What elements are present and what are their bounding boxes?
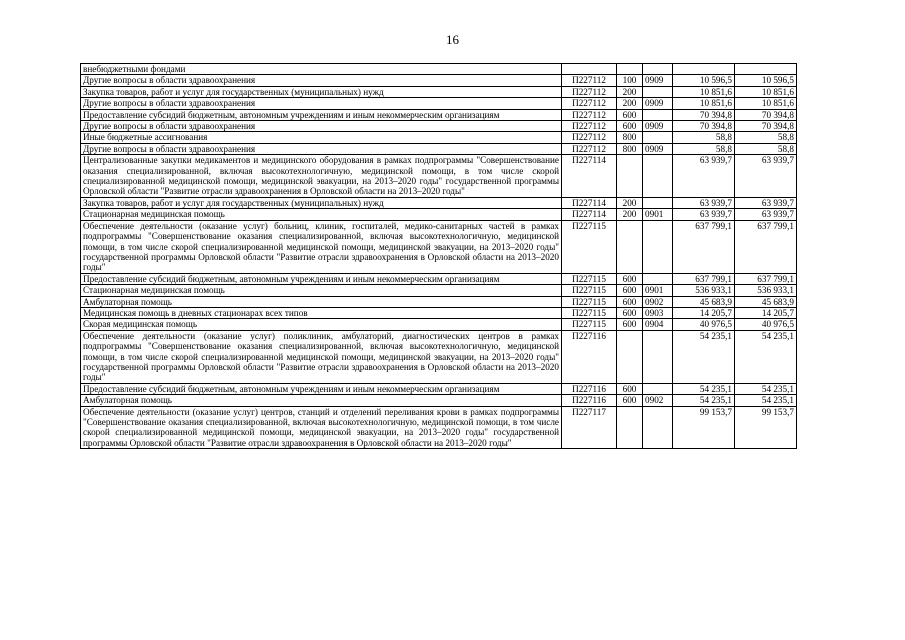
table-cell-code: П227116 xyxy=(562,330,617,383)
table-cell-sum-2: 54 235,1 xyxy=(735,395,797,406)
table-cell-name: Скорая медицинская помощь xyxy=(81,319,562,330)
table-cell-code: П227112 xyxy=(562,143,617,154)
table-cell-rzpr xyxy=(643,406,673,449)
table-cell-code: П227115 xyxy=(562,285,617,296)
table-row xyxy=(81,296,797,307)
table-cell-rzpr: 0902 xyxy=(643,395,673,406)
table-cell-sum-2: 58,8 xyxy=(735,132,797,143)
table-cell-sum-2: 63 939,7 xyxy=(735,155,797,198)
table-cell-code: П227112 xyxy=(562,75,617,86)
table-row xyxy=(81,330,797,383)
table-cell-vr: 600 xyxy=(617,319,643,330)
table-cell-name: Закупка товаров, работ и услуг для государственных (муниципальных) нужд xyxy=(81,86,562,97)
table-cell-sum-1: 70 394,8 xyxy=(673,109,735,120)
table-cell-code: П227116 xyxy=(562,395,617,406)
table-cell-sum-2: 54 235,1 xyxy=(735,330,797,383)
table-cell-code: П227115 xyxy=(562,319,617,330)
table-cell-rzpr: 0909 xyxy=(643,143,673,154)
table-row xyxy=(81,395,797,406)
table-cell-rzpr xyxy=(643,330,673,383)
table-cell-sum-1: 63 939,7 xyxy=(673,209,735,220)
table-cell-sum-2: 70 394,8 xyxy=(735,109,797,120)
table-cell-name: Обеспечение деятельности (оказание услуг) поликлиник, амбулаторий, диагностических центров в рамках подпрограммы "Совершенствование оказания специализированной, включая высокотехнологичную, медицинской помощи, в том числе скорой специализированной медицинской помощи, медицинской эвакуации, на 2013–2020 годы" государственной программы Орловской области "Развитие отрасли здравоохранения в Орловской области на 2013–2020 годы" xyxy=(81,330,562,383)
table-cell-code: П227115 xyxy=(562,273,617,284)
table-cell-rzpr xyxy=(643,273,673,284)
table-cell-name: Стационарная медицинская помощь xyxy=(81,285,562,296)
table-cell-vr: 800 xyxy=(617,132,643,143)
table-cell-sum-2: 536 933,1 xyxy=(735,285,797,296)
table-cell-sum-1: 63 939,7 xyxy=(673,197,735,208)
table-cell-sum-1: 70 394,8 xyxy=(673,121,735,132)
table-cell-vr: 600 xyxy=(617,109,643,120)
table-cell-vr xyxy=(617,220,643,273)
table-cell-vr: 200 xyxy=(617,98,643,109)
table-cell-name: Закупка товаров, работ и услуг для государственных (муниципальных) нужд xyxy=(81,197,562,208)
table-row xyxy=(81,209,797,220)
table-cell-sum-2: 637 799,1 xyxy=(735,220,797,273)
table-cell-sum-2: 58,8 xyxy=(735,143,797,154)
table-cell-rzpr xyxy=(643,132,673,143)
table-cell-sum-2: 14 205,7 xyxy=(735,307,797,318)
table-cell-sum-2: 70 394,8 xyxy=(735,121,797,132)
table-cell-sum-1: 10 851,6 xyxy=(673,86,735,97)
table-cell-code: П227112 xyxy=(562,86,617,97)
table-cell-code: П227115 xyxy=(562,296,617,307)
page-number: 16 xyxy=(446,32,459,47)
table-cell-rzpr: 0901 xyxy=(643,209,673,220)
table-row xyxy=(81,273,797,284)
table-cell-code: П227112 xyxy=(562,109,617,120)
table-cell-vr: 600 xyxy=(617,296,643,307)
table-row xyxy=(81,383,797,394)
table-row xyxy=(81,197,797,208)
table-cell-sum-1: 54 235,1 xyxy=(673,330,735,383)
table-row xyxy=(81,75,797,86)
table-cell-name: Обеспечение деятельности (оказание услуг) больниц, клиник, госпиталей, медико-санитарных частей в рамках подпрограммы "Совершенствование оказания специализированной, включая высокотехнологичную, медицинской помощи, в том числе скорой специализированной медицинской помощи, медицинской эвакуации, на 2013–2020 годы" государственной программы Орловской области "Развитие отрасли здравоохранения в Орловской области на 2013–2020 годы" xyxy=(81,220,562,273)
table-cell-rzpr: 0903 xyxy=(643,307,673,318)
table-cell-sum-1: 54 235,1 xyxy=(673,383,735,394)
table-cell-name: Предоставление субсидий бюджетным, автономным учреждениям и иным некоммерческим организациям xyxy=(81,383,562,394)
table-row xyxy=(81,285,797,296)
budget-table xyxy=(80,63,797,449)
table-cell-code: П227117 xyxy=(562,406,617,449)
table-cell-sum-2: 10 851,6 xyxy=(735,98,797,109)
table-cell-vr xyxy=(617,330,643,383)
table-cell-code: П227112 xyxy=(562,121,617,132)
table-cell-sum-2: 63 939,7 xyxy=(735,197,797,208)
table-cell-name: Медицинская помощь в дневных стационарах всех типов xyxy=(81,307,562,318)
table-cell-sum-2: 63 939,7 xyxy=(735,209,797,220)
table-cell-name: Предоставление субсидий бюджетным, автономным учреждениям и иным некоммерческим организациям xyxy=(81,109,562,120)
table-cell-vr: 200 xyxy=(617,86,643,97)
table-cell-rzpr xyxy=(643,86,673,97)
table-cell-sum-1: 58,8 xyxy=(673,143,735,154)
table-row xyxy=(81,98,797,109)
table-cell-sum-1: 99 153,7 xyxy=(673,406,735,449)
table-cell-code: П227115 xyxy=(562,307,617,318)
table-cell-sum-1: 54 235,1 xyxy=(673,395,735,406)
table-cell-sum-1: 45 683,9 xyxy=(673,296,735,307)
table-cell-sum-1: 40 976,5 xyxy=(673,319,735,330)
table-cell-name: Амбулаторная помощь xyxy=(81,395,562,406)
table-cell-sum-2: 54 235,1 xyxy=(735,383,797,394)
table-cell-vr: 800 xyxy=(617,143,643,154)
table-cell-rzpr: 0909 xyxy=(643,75,673,86)
table-row xyxy=(81,121,797,132)
budget-table-body xyxy=(81,64,797,449)
table-cell-sum-1: 10 851,6 xyxy=(673,98,735,109)
table-cell-sum-2: 40 976,5 xyxy=(735,319,797,330)
table-cell-vr: 200 xyxy=(617,197,643,208)
table-cell-rzpr: 0901 xyxy=(643,285,673,296)
table-cell-rzpr xyxy=(643,220,673,273)
table-cell-vr xyxy=(617,155,643,198)
table-cell-code: П227112 xyxy=(562,132,617,143)
table-cell-vr: 600 xyxy=(617,285,643,296)
table-row xyxy=(81,220,797,273)
table-cell-name: Иные бюджетные ассигнования xyxy=(81,132,562,143)
table-row xyxy=(81,406,797,449)
table-row xyxy=(81,155,797,198)
table-cell-vr xyxy=(617,64,643,75)
table-cell-vr: 600 xyxy=(617,273,643,284)
table-cell-code: П227114 xyxy=(562,209,617,220)
table-cell-sum-1: 637 799,1 xyxy=(673,273,735,284)
table-cell-vr: 600 xyxy=(617,395,643,406)
table-cell-code: П227115 xyxy=(562,220,617,273)
table-cell-sum-2: 10 596,5 xyxy=(735,75,797,86)
table-cell-rzpr: 0904 xyxy=(643,319,673,330)
table-row xyxy=(81,319,797,330)
table-cell-sum-2 xyxy=(735,64,797,75)
table-cell-name: Другие вопросы в области здравоохранения xyxy=(81,121,562,132)
table-cell-sum-2: 10 851,6 xyxy=(735,86,797,97)
table-cell-vr: 600 xyxy=(617,383,643,394)
table-cell-name: Централизованные закупки медикаментов и медицинского оборудования в рамках подпрограммы "Совершенствование оказания специализированной, включая высокотехнологичную, медицинской помощи, в том числе скорой специализированной медицинской помощи, медицинской эвакуации, на 2013–2020 годы" государственной программы Орловской области "Развитие отрасли здравоохранения в Орловской области на 2013–2020 годы" xyxy=(81,155,562,198)
table-cell-vr: 600 xyxy=(617,307,643,318)
table-cell-code: П227114 xyxy=(562,155,617,198)
table-cell-name: Амбулаторная помощь xyxy=(81,296,562,307)
table-cell-name: Другие вопросы в области здравоохранения xyxy=(81,143,562,154)
table-cell-code xyxy=(562,64,617,75)
table-cell-name: Другие вопросы в области здравоохранения xyxy=(81,75,562,86)
table-cell-code: П227112 xyxy=(562,98,617,109)
table-cell-rzpr: 0909 xyxy=(643,121,673,132)
table-cell-name: Обеспечение деятельности (оказание услуг) центров, станций и отделений переливания крови в рамках подпрограммы "Совершенствование оказания специализированной, включая высокотехнологичную, медицинской помощи, в том числе скорой специализированной медицинской помощи, медицинской эвакуации, на 2013–2020 годы" государственной программы Орловской области "Развитие отрасли здравоохранения в Орловской области на 2013–2020 годы" xyxy=(81,406,562,449)
table-cell-rzpr xyxy=(643,109,673,120)
table-cell-sum-2: 637 799,1 xyxy=(735,273,797,284)
table-cell-sum-1: 14 205,7 xyxy=(673,307,735,318)
table-cell-name: Стационарная медицинская помощь xyxy=(81,209,562,220)
table-cell-sum-1: 63 939,7 xyxy=(673,155,735,198)
table-row xyxy=(81,86,797,97)
table-row xyxy=(81,143,797,154)
table-cell-vr xyxy=(617,406,643,449)
table-row xyxy=(81,307,797,318)
table-cell-vr: 200 xyxy=(617,209,643,220)
table-cell-sum-1: 58,8 xyxy=(673,132,735,143)
table-cell-code: П227114 xyxy=(562,197,617,208)
table-cell-sum-1: 536 933,1 xyxy=(673,285,735,296)
table-cell-name: Другие вопросы в области здравоохранения xyxy=(81,98,562,109)
table-cell-rzpr: 0909 xyxy=(643,98,673,109)
table-row xyxy=(81,132,797,143)
table-row xyxy=(81,64,797,75)
table-cell-rzpr xyxy=(643,64,673,75)
table-cell-vr: 100 xyxy=(617,75,643,86)
table-cell-sum-1: 637 799,1 xyxy=(673,220,735,273)
table-cell-code: П227116 xyxy=(562,383,617,394)
table-cell-rzpr xyxy=(643,155,673,198)
table-cell-sum-1: 10 596,5 xyxy=(673,75,735,86)
table-cell-sum-2: 45 683,9 xyxy=(735,296,797,307)
table-cell-rzpr xyxy=(643,197,673,208)
table-cell-sum-2: 99 153,7 xyxy=(735,406,797,449)
table-cell-vr: 600 xyxy=(617,121,643,132)
table-cell-sum-1 xyxy=(673,64,735,75)
table-cell-rzpr xyxy=(643,383,673,394)
table-row xyxy=(81,109,797,120)
table-cell-name: Предоставление субсидий бюджетным, автономным учреждениям и иным некоммерческим организациям xyxy=(81,273,562,284)
table-cell-name: внебюджетными фондами xyxy=(81,64,562,75)
table-cell-rzpr: 0902 xyxy=(643,296,673,307)
